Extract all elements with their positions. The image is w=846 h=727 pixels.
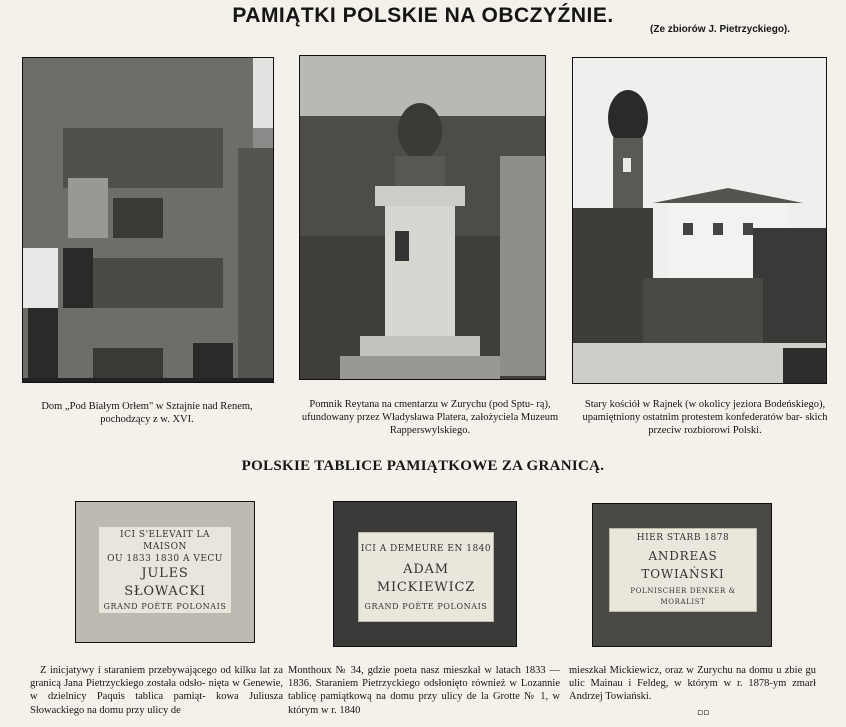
- section-title: POLSKIE TABLICE PAMIĄTKOWE ZA GRANICĄ.: [241, 458, 605, 474]
- photo-old-church: [572, 57, 827, 384]
- plaque-1-line-1: ICI S'ELEVAIT LA MAISON: [120, 529, 210, 552]
- plaque-3-line-1: HIER STARB 1878: [636, 533, 730, 543]
- photo-house-white-eagle: [22, 57, 274, 383]
- plaque-towianski: [609, 528, 757, 612]
- plaque-2-name: ADAM MICKIEWICZ: [376, 561, 476, 595]
- plaque-photo-mickiewicz: [333, 501, 517, 647]
- plaque-3-name: ANDREAS TOWIAŃSKI: [641, 549, 725, 581]
- caption-photo-1: Dom „Pod Białym Orłem" w Sztajnie nad Renem, pochodzący z w. XVI.: [41, 401, 253, 425]
- plaque-1-line-3: GRAND POÈTE POLONAIS: [103, 601, 227, 611]
- article-column-2: Monthoux № 34, gdzie poeta nasz mieszkał w latach 1833 — 1836. Staraniem Pietrzyckiego odsłonięto również w Lozannie tablicę pamiątkową na domu przy ulicy de la Grotte № 1, w którym w r. 1840: [288, 665, 560, 716]
- article-column-3: mieszkał Mickiewicz, oraz w Zurychu na domu u zbie gu ulic Mainau i Feldeg, w którym w r. 1878-ym zmarł Andrzej Towiański.: [569, 665, 816, 703]
- photo-credit: (Ze zbiorów J. Pietrzyckiego).: [650, 24, 791, 35]
- plaque-3-line-3: POLNISCHER DENKER & MORALIST: [630, 587, 736, 606]
- caption-photo-3: Stary kościół w Rajnek (w okolicy jeziora Bodeńskiego), upamiętniony ostatnim protestem konfederatów bar- skich przeciw rozbiorowi Polski.: [582, 399, 828, 436]
- plaque-mickiewicz: [358, 532, 494, 622]
- plaque-2-line-3: GRAND POÈTE POLONAIS: [364, 601, 488, 611]
- end-mark: ▫▫: [697, 708, 710, 718]
- page-title: PAMIĄTKI POLSKIE NA OBCZYŹNIE.: [232, 4, 614, 27]
- plaque-2-line-1: ICI A DEMEURE EN 1840: [360, 543, 492, 554]
- plaque-photo-towianski: [592, 503, 772, 647]
- article-column-1: Z inicjatywy i staraniem przebywającego od kilku lat za granicą Jana Pietrzyckiego została odsło- nięta w Genewie, w dzielnicy Paquis tablica pamiąt- kowa Juliusza Słowackiego na domu przy ulicy de: [30, 665, 283, 716]
- caption-photo-2: Pomnik Reytana na cmentarzu w Zurychu (pod Sptu- rą), ufundowany przez Władysława Platera, założyciela Muzeum Rapperswylskiego.: [301, 399, 559, 436]
- plaque-1-name: JULES SŁOWACKI: [124, 565, 206, 599]
- plaque-slowacki: [98, 526, 232, 614]
- photo-reytan-monument: [299, 55, 546, 380]
- plaque-1-line-2: OU 1833 1830 A VECU: [107, 553, 223, 564]
- plaque-photo-slowacki: [75, 501, 255, 643]
